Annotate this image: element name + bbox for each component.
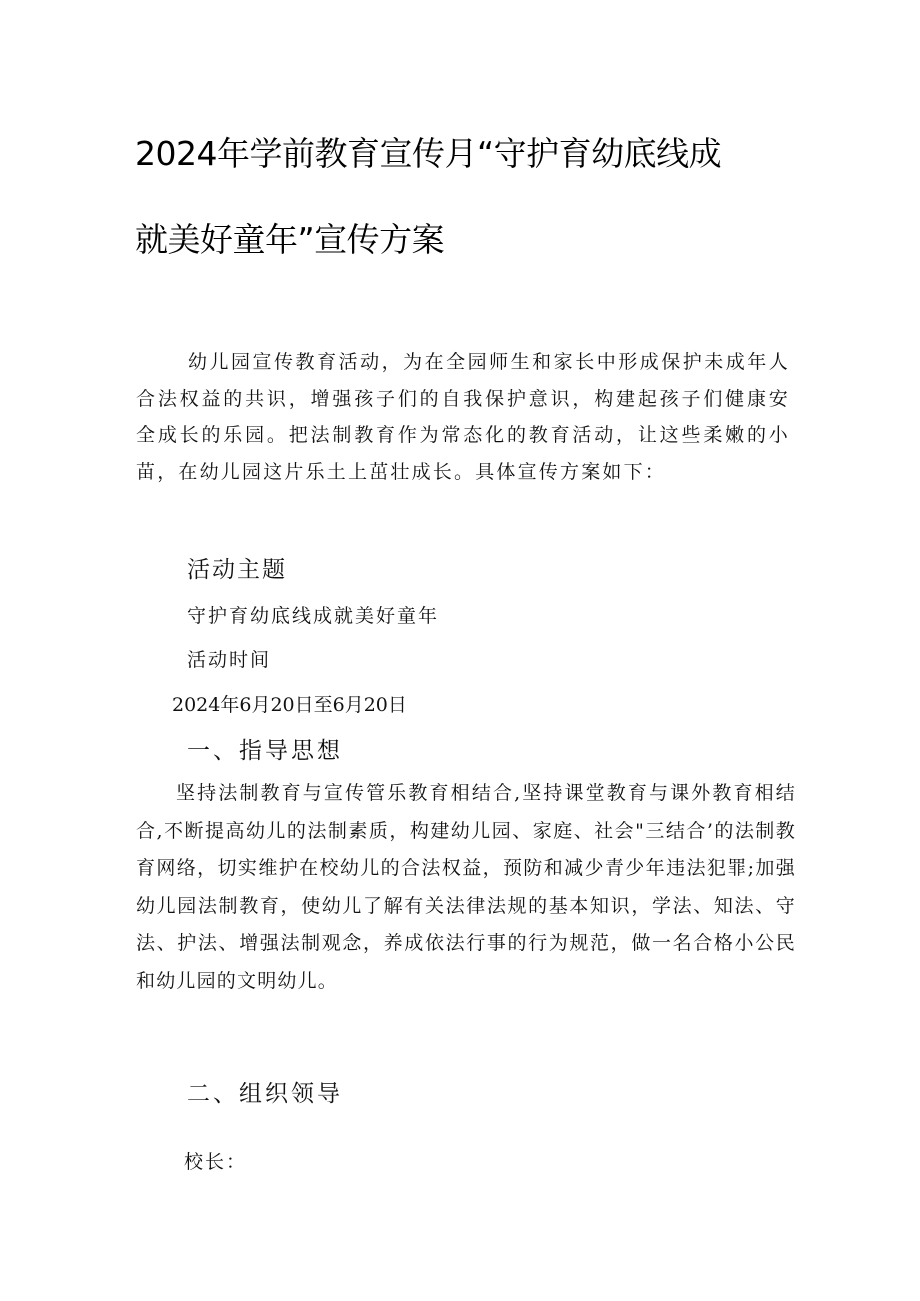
section1-paragraph: 坚持法制教育与宣传管乐教育相结合,坚持课堂教育与课外教育相结合,不断提高幼儿的法制素质，构建幼儿园、家庭、社会"三结合’的法制教育网络，切实维护在校幼儿的合法权益，预防和减少青少年违法犯罪;加强幼儿园法制教育，使幼儿了解有关法律法规的基本知识，学法、知法、守法、护法、增强法制观念，养成依法行事的行为规范，做一名合格小公民和幼儿园的文明幼儿。 — [136, 782, 796, 992]
time-content: 2024年6月20日至6月20日 — [172, 694, 407, 716]
document-title-line-2: 就美好童年”宣传方案 — [135, 220, 445, 259]
principal-label: 校长： — [184, 1151, 248, 1173]
time-heading: 活动时间 — [187, 649, 272, 671]
document-title-line-1: 2024年学前教育宣传月“守护育幼底线成 — [135, 134, 722, 173]
theme-heading: 活动主题 — [187, 557, 287, 583]
section1-heading: 一、指导思想 — [187, 738, 343, 764]
intro-paragraph: 幼儿园宣传教育活动，为在全园师生和家长中形成保护未成年人合法权益的共识，增强孩子们的自我保护意识，构建起孩子们健康安全成长的乐园。把法制教育作为常态化的教育活动，让这些柔嫩的小苗，在幼儿园这片乐土上茁壮成长。具体宣传方案如下： — [136, 351, 790, 483]
theme-content: 守护育幼底线成就美好童年 — [187, 605, 440, 627]
section2-heading: 二、组织领导 — [187, 1081, 343, 1107]
